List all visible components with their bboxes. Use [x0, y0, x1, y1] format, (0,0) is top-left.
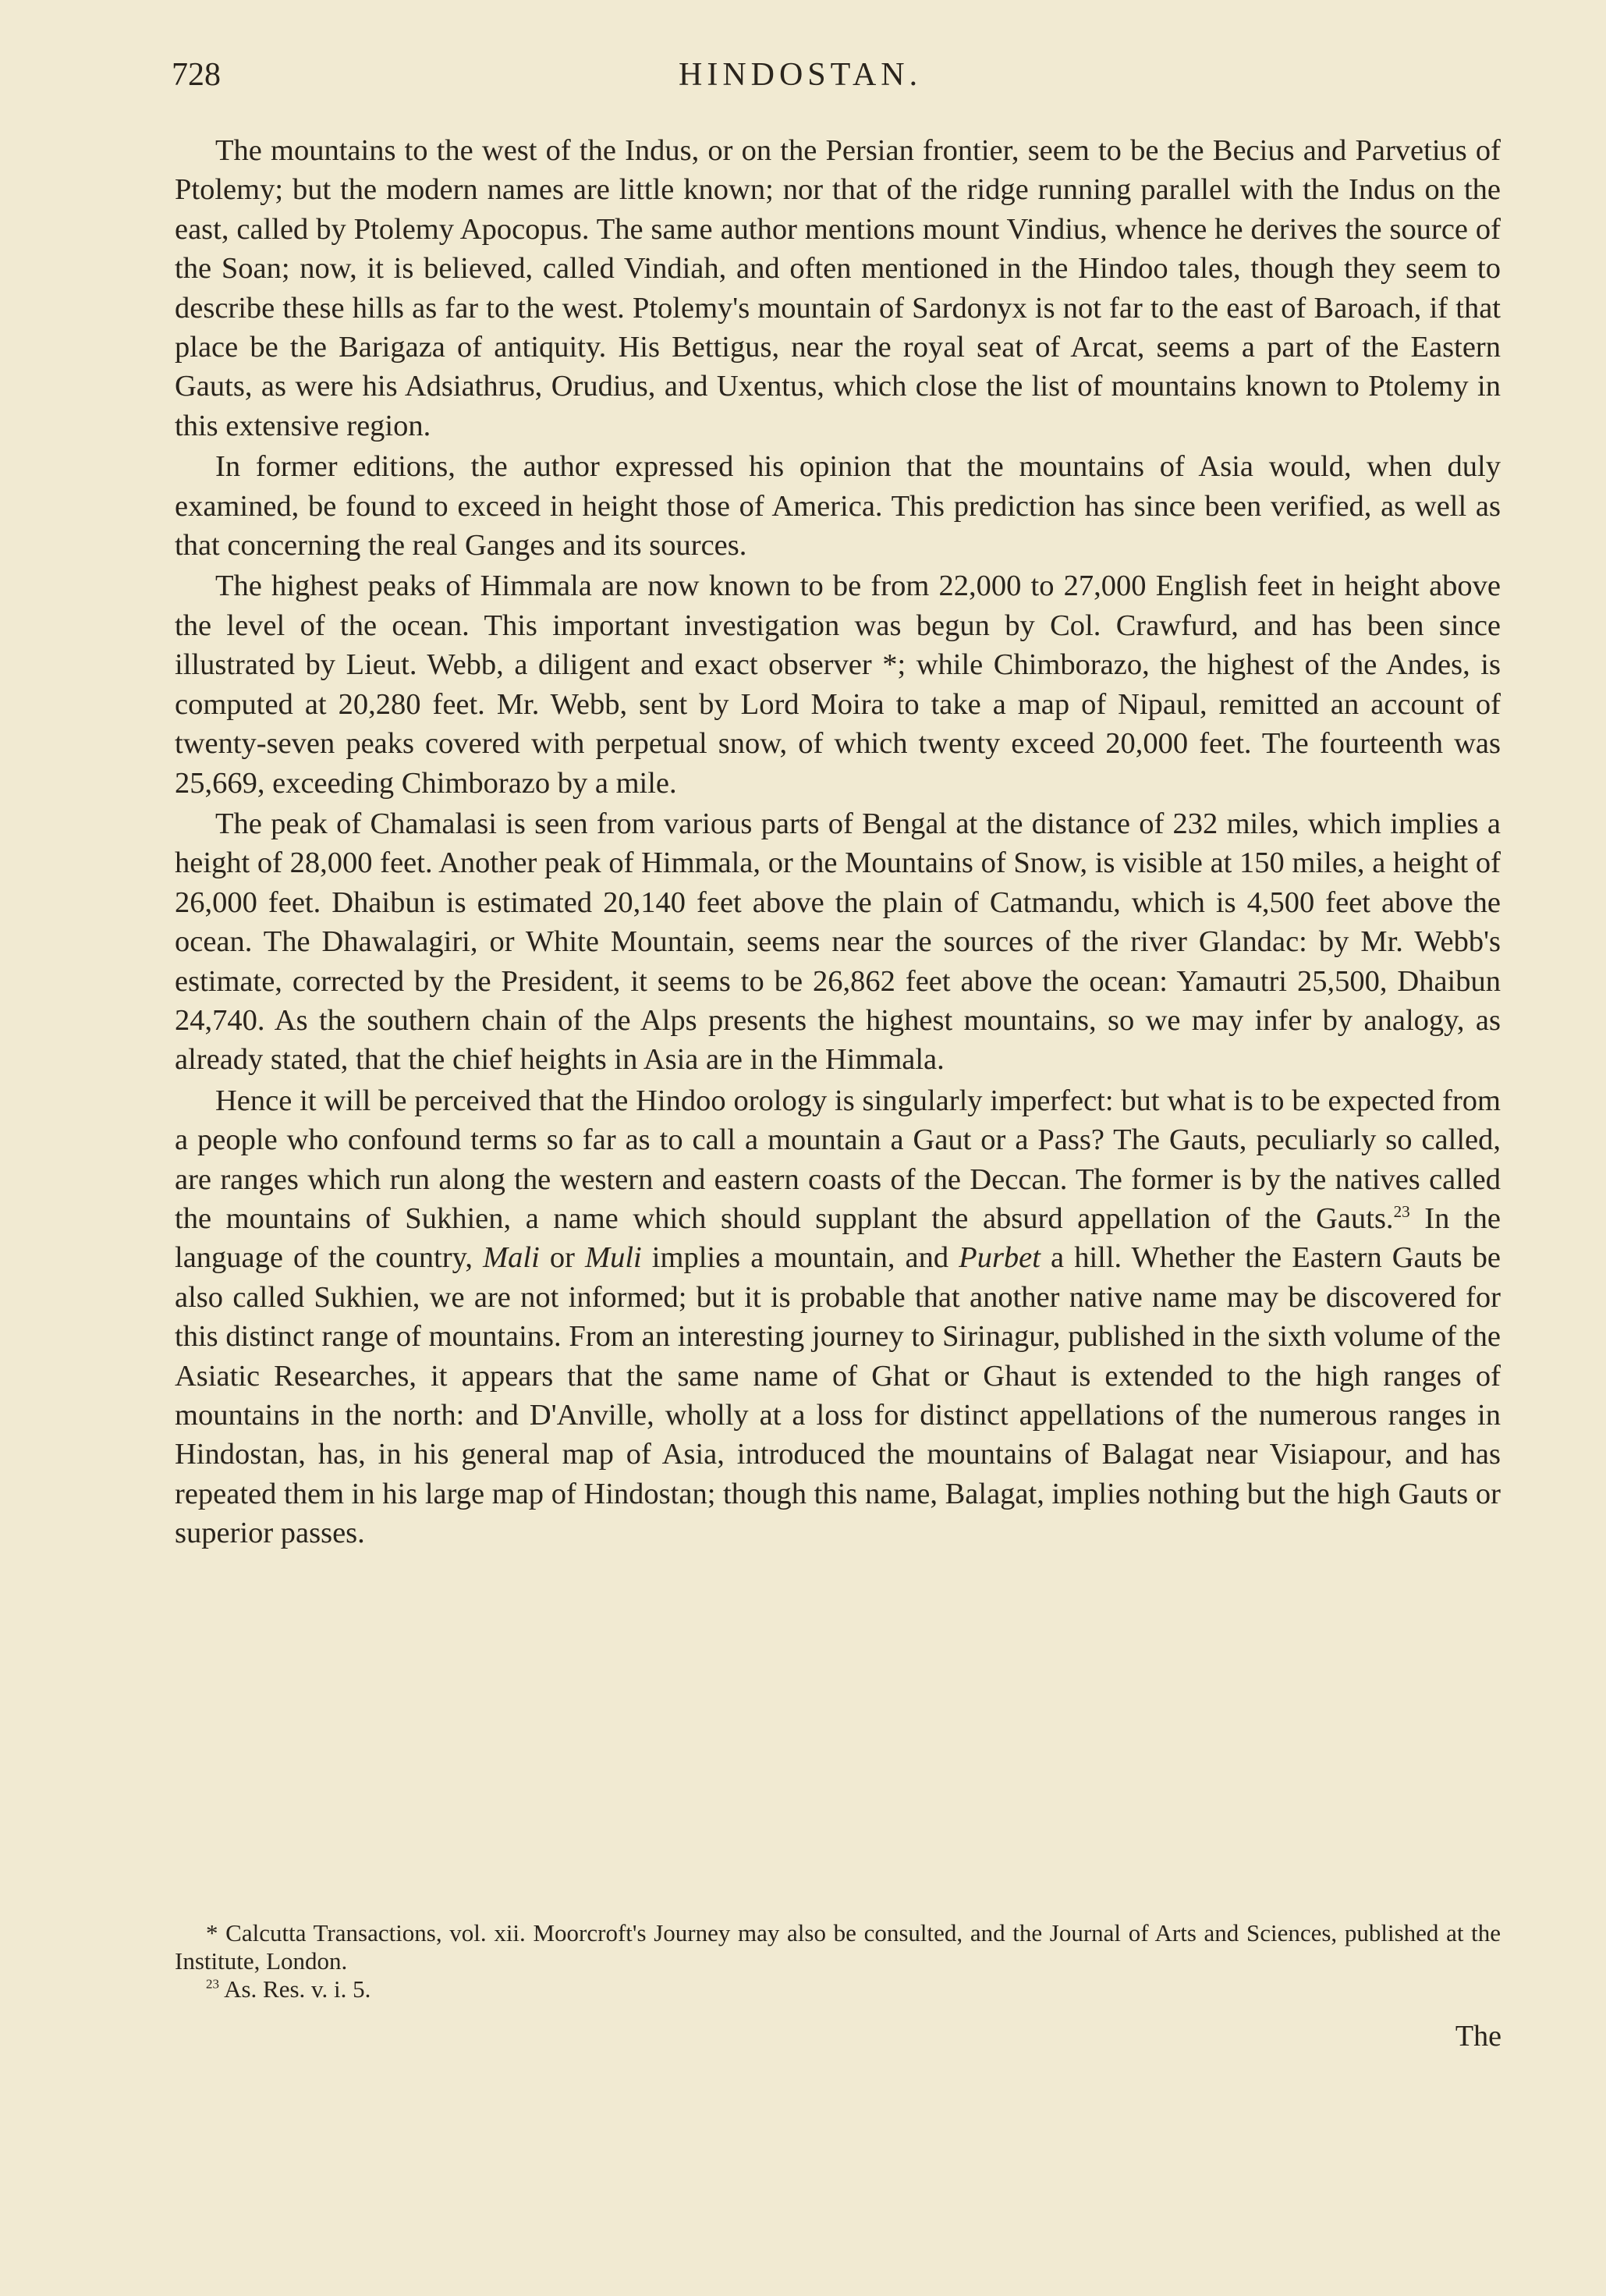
term-muli: Muli [585, 1241, 642, 1275]
paragraph-5 [175, 1081, 1501, 1553]
paragraph-5-text-c: implies a mountain, and [641, 1241, 959, 1275]
paragraph-3: The highest peaks of Himmala are now known to be from 22,000 to 27,000 English feet in height above the level of the ocean. This important investigation was begun by Col. Crawfurd, and has been since illustrated by Lieut. Webb, a diligent and exact observer *; while Chimborazo, the highest of the Andes, is computed at 20,280 feet. Mr. Webb, sent by Lord Moira to take a map of Nipaul, remitted an account of twenty-seven peaks covered with perpetual snow, of which twenty exceed 20,000 feet. The fourteenth was 25,669, exceeding Chimborazo by a mile. [175, 570, 1501, 800]
page-header [172, 56, 1498, 103]
footnotes [175, 1919, 1501, 2003]
paragraph-5-text-d: a hill. Whether the Eastern Gauts be also called Sukhien, we are not informed; but it is probable that another native name may be discovered for this distinct range of mountains. From an interesting journey to Sirinagur, published in the sixth volume of the Asiatic Researches, it appears that the same name of Ghat or Ghaut is extended to the high ranges of mountains in the north: and D'Anville, wholly at a loss for distinct appellations of the numerous ranges in Hindostan, has, in his general map of Asia, introduced the mountains of Balagat near Visiapour, and has repeated them in his large map of Hindostan; though this name, Balagat, implies nothing but the high Gauts or superior passes. [175, 1241, 1501, 1550]
page-number: 728 [172, 57, 221, 93]
footnote-23-mark: 23 [206, 1976, 220, 1992]
catchword: The [1455, 2020, 1501, 2053]
paragraph-5-text-a: Hence it will be perceived that the Hindoo orology is singularly imperfect: but what is to be expected from a people who confound terms so far as to call a mountain a Gaut or a Pass? The Gauts, peculiarly so called, are ranges which run along the western and eastern coasts of the Deccan. The former is by the natives called the mountains of Sukhien, a name which should supplant the absurd appellation of the Gauts. [175, 1084, 1501, 1235]
footnote-23 [175, 1975, 1501, 2003]
paragraph-5-or: or [539, 1241, 586, 1275]
footnote-23-text: As. Res. v. i. 5. [219, 1975, 371, 2003]
footnote-star: * Calcutta Transactions, vol. xii. Moorcroft's Journey may also be consulted, and the Journal of Arts and Sciences, published at the Institute, London. [175, 1919, 1501, 1975]
body-text [175, 131, 1501, 1555]
paragraph-2: In former editions, the author expressed his opinion that the mountains of Asia would, when duly examined, be found to exceed in height those of America. This prediction has since been verified, as well as that concerning the real Ganges and its sources. [175, 450, 1501, 562]
footnote-ref-23: 23 [1393, 1202, 1410, 1222]
term-purbet: Purbet [959, 1241, 1041, 1275]
running-head: HINDOSTAN. [679, 57, 923, 93]
paragraph-4: The peak of Chamalasi is seen from various parts of Bengal at the distance of 232 miles, which implies a height of 28,000 feet. Another peak of Himmala, or the Mountains of Snow, is visible at 150 miles, a height of 26,000 feet. Dhaibun is estimated 20,140 feet above the plain of Catmandu, which is 4,500 feet above the ocean. The Dhawalagiri, or White Mountain, seems near the sources of the river Glandac: by Mr. Webb's estimate, corrected by the President, it seems to be 26,862 feet above the ocean: Yamautri 25,500, Dhaibun 24,740. As the southern chain of the Alps presents the highest mountains, so we may infer by analogy, as already stated, that the chief heights in Asia are in the Himmala. [175, 807, 1501, 1077]
paragraph-5-text-b: In the language of the country, [175, 1201, 1501, 1275]
paragraph-1: The mountains to the west of the Indus, or on the Persian frontier, seem to be the Becius and Parvetius of Ptolemy; but the modern names are little known; nor that of the ridge running parallel with the Indus on the east, called by Ptolemy Apocopus. The same author mentions mount Vindius, whence he derives the source of the Soan; now, it is believed, called Vindiah, and often mentioned in the Hindoo tales, though they seem to describe these hills as far to the west. Ptolemy's mountain of Sardonyx is not far to the east of Baroach, if that place be the Barigaza of antiquity. His Bettigus, near the royal seat of Arcat, seems a part of the Eastern Gauts, as were his Adsiathrus, Orudius, and Uxentus, which close the list of mountains known to Ptolemy in this extensive region. [175, 134, 1501, 442]
term-mali: Mali [483, 1241, 540, 1275]
